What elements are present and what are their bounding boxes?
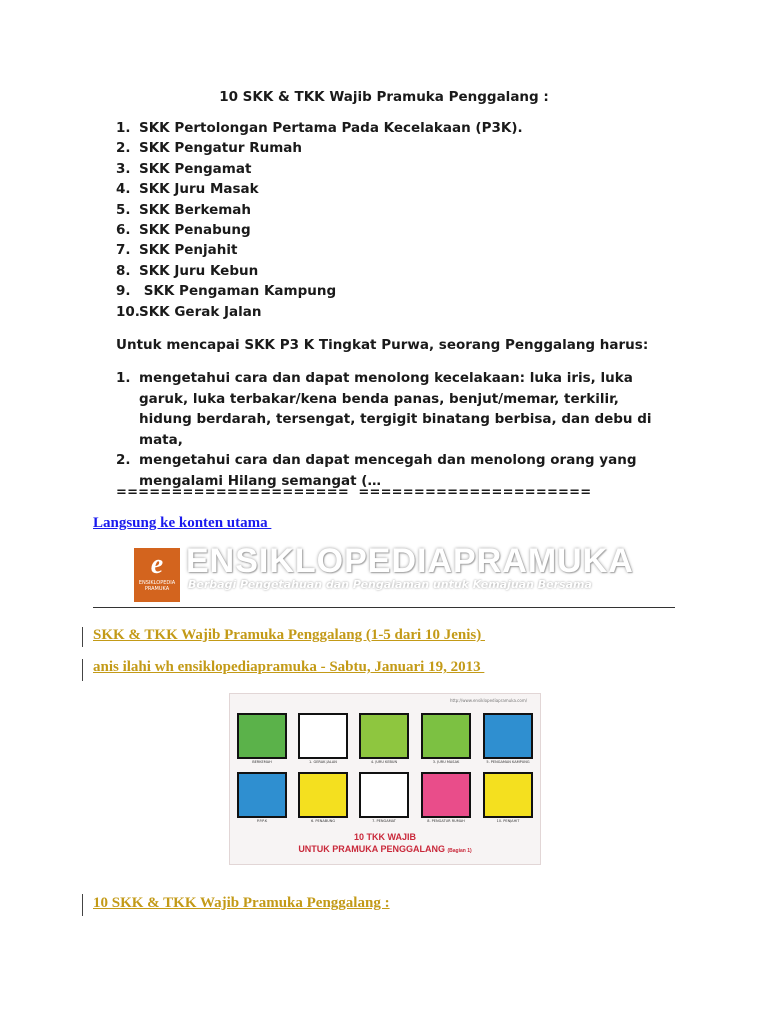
logo-text: ENSIKLOPEDIA PRAMUKA xyxy=(138,580,176,592)
badge-tile xyxy=(359,772,409,818)
list-text: SKK Berkemah xyxy=(139,201,252,218)
badge-label: 1. GERAK JALAN xyxy=(309,760,337,764)
skk-list-item xyxy=(116,281,523,301)
skk-list-item xyxy=(116,118,523,138)
list-text: SKK Juru Kebun xyxy=(139,262,259,279)
list-text: SKK Penjahit xyxy=(139,242,238,259)
badge-label: 10. PENJAHIT xyxy=(496,819,520,823)
list-number: 7. xyxy=(116,242,131,259)
requirement-text: mengetahui cara dan dapat mencegah dan menolong orang yang mengalami Hilang semangat (… xyxy=(139,452,637,489)
list-text: SKK Pengaman Kampung xyxy=(139,283,337,300)
list-text: SKK Gerak Jalan xyxy=(139,303,262,320)
skk-list-item xyxy=(116,220,523,240)
site-header-banner[interactable] xyxy=(134,540,634,602)
skk-list-item xyxy=(116,179,523,199)
list-number: 9. xyxy=(116,283,131,300)
skk-list-item xyxy=(116,302,523,322)
badge-label: 8. PENGATUR RUMAH xyxy=(427,819,465,823)
list-text: SKK Pengatur Rumah xyxy=(139,140,302,157)
site-name: ENSIKLOPEDIAPRAMUKA xyxy=(186,542,634,580)
list-number: 2. xyxy=(116,452,131,469)
skk-list xyxy=(116,118,523,322)
skk-list-item xyxy=(116,159,523,179)
badge-label: 5. PENGAMAN KAMPUNG xyxy=(486,760,530,764)
skk-list-item xyxy=(116,200,523,220)
badge-tile xyxy=(359,713,409,759)
list-number: 1. xyxy=(116,370,131,386)
cursor-bar xyxy=(82,659,83,681)
skk-list-item xyxy=(116,261,523,281)
list-number: 10. xyxy=(116,303,140,320)
badge-tile xyxy=(483,772,533,818)
list-number: 6. xyxy=(116,222,131,239)
badge-tile xyxy=(237,713,287,759)
list-number: 2. xyxy=(116,140,131,157)
site-logo: e ENSIKLOPEDIA PRAMUKA xyxy=(134,548,180,602)
badge-label: 6. PENABUNG xyxy=(310,819,336,823)
badge-tile xyxy=(483,713,533,759)
list-text: SKK Penabung xyxy=(139,222,251,239)
intro-text: Untuk mencapai SKK P3 K Tingkat Purwa, seorang Penggalang harus: xyxy=(116,337,649,353)
list-number: 1. xyxy=(116,120,131,136)
requirement-text: mengetahui cara dan dapat menolong kecelakaan: luka iris, luka garuk, luka terbakar/kena benda panas, benjut/memar, terkilir, hidung berdarah, tersengat, tergigit binatang berbisa, dan debu di mata, xyxy=(139,370,652,448)
skip-to-content-link[interactable]: Langsung ke konten utama xyxy=(93,515,272,531)
post-title-link[interactable]: SKK & TKK Wajib Pramuka Penggalang (1-5 dari 10 Jenis) xyxy=(93,627,485,643)
badge-tile xyxy=(298,772,348,818)
list-number: 5. xyxy=(116,201,131,218)
badge-tile xyxy=(237,772,287,818)
horizontal-rule xyxy=(93,607,675,608)
badge-tile xyxy=(421,772,471,818)
list-number: 8. xyxy=(116,262,131,279)
skk-list-item xyxy=(116,240,523,260)
list-text: SKK Juru Masak xyxy=(139,181,259,198)
list-text: SKK Pengamat xyxy=(139,160,252,177)
badge-tile xyxy=(298,713,348,759)
skk-list-item xyxy=(116,138,523,158)
badge-label: 4. JURU KEBUN xyxy=(370,760,398,764)
badge-tile xyxy=(421,713,471,759)
tkk-badges-image xyxy=(229,693,541,865)
post-meta-link[interactable]: anis ilahi wh ensiklopediapramuka - Sabtu, Januari 19, 2013 xyxy=(93,659,485,675)
cursor-bar xyxy=(82,627,83,647)
image-caption-2: UNTUK PRAMUKA PENGGALANG (Bagian 1) xyxy=(298,844,472,854)
badge-label: P.P.P.K xyxy=(256,819,268,823)
site-tagline: Berbagi Pengetahuan dan Pengalaman untuk Kemajuan Bersama xyxy=(188,578,592,591)
list-number: 3. xyxy=(116,160,131,177)
image-url: http://www.ensiklopediapramuka.com/ xyxy=(450,698,528,703)
document-title: 10 SKK & TKK Wajib Pramuka Penggalang : xyxy=(219,89,549,105)
requirement-item xyxy=(116,368,676,450)
list-number: 4. xyxy=(116,181,131,198)
badge-label: 3. JURU MASAK xyxy=(432,760,460,764)
separator-line: ===================== ===================== xyxy=(116,485,592,500)
badge-label: BERKEMAH xyxy=(252,760,272,764)
section-heading-link[interactable]: 10 SKK & TKK Wajib Pramuka Penggalang : xyxy=(93,895,390,911)
requirements-list xyxy=(116,368,676,492)
badge-label: 7. PENGAMAT xyxy=(372,819,396,823)
image-caption-1: 10 TKK WAJIB xyxy=(353,832,416,842)
cursor-bar xyxy=(82,894,83,916)
list-text: SKK Pertolongan Pertama Pada Kecelakaan (P3K). xyxy=(139,120,523,136)
